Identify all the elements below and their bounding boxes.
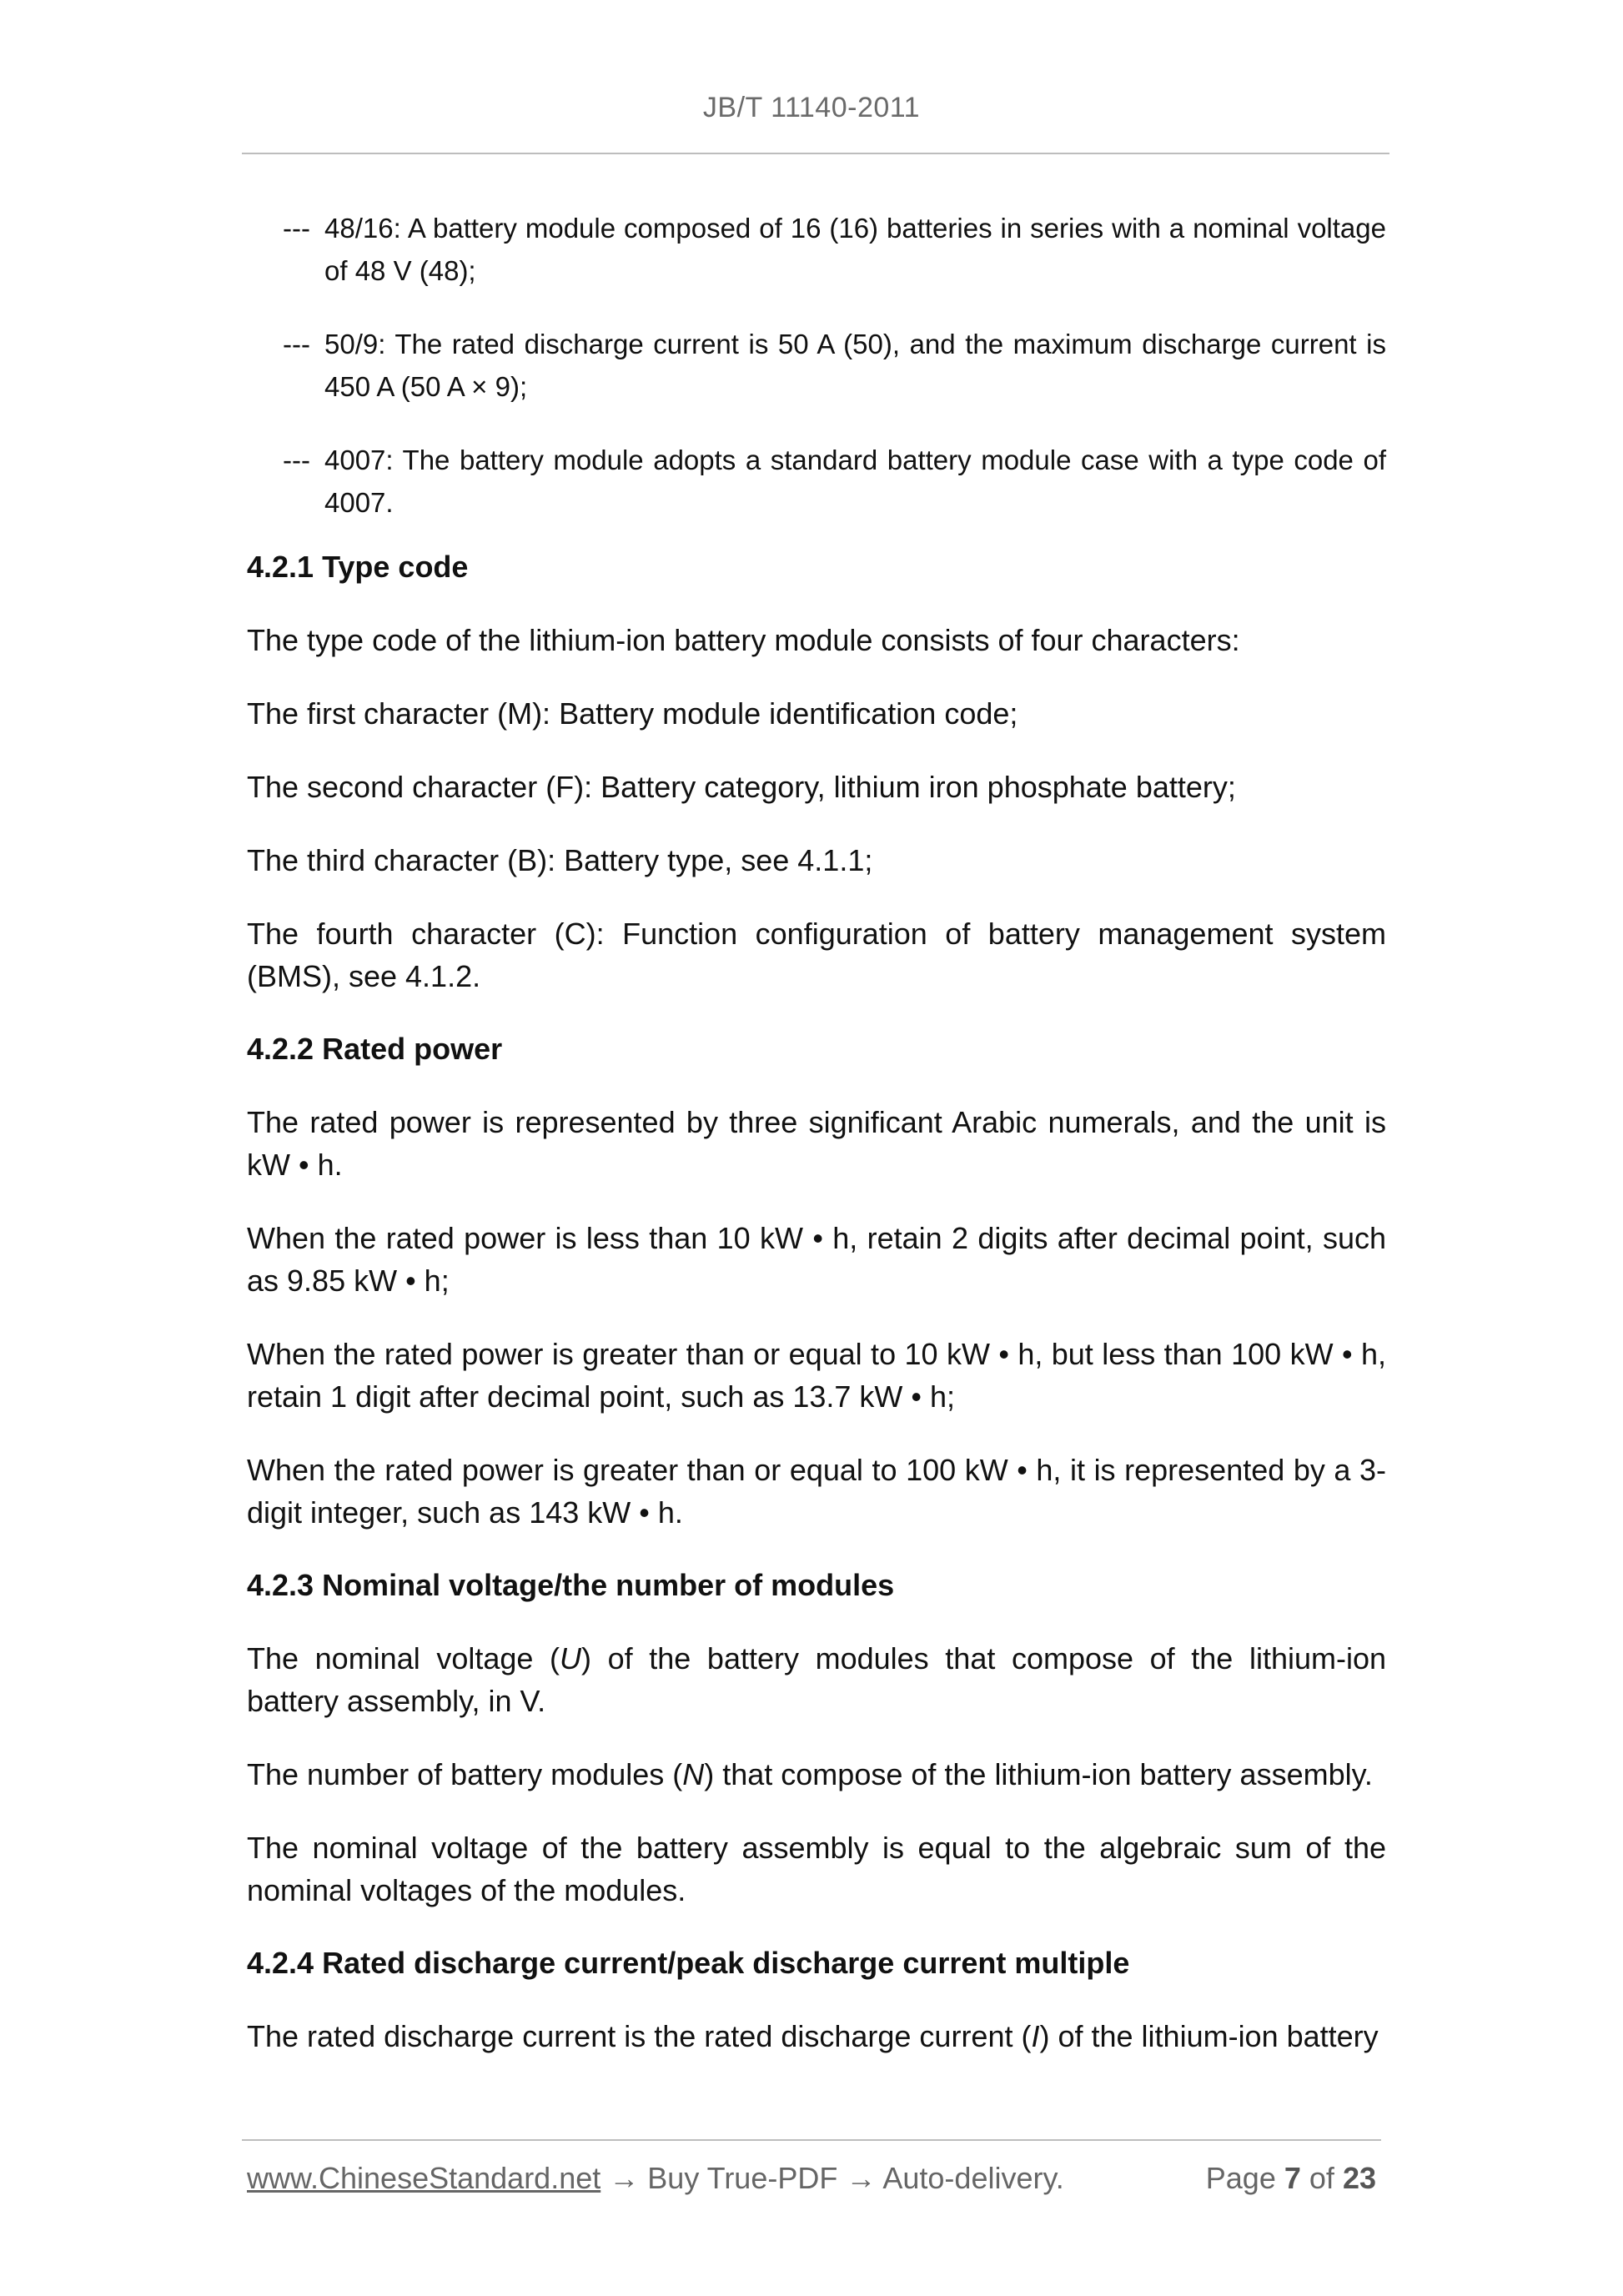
text-run: The number of battery modules ( (247, 1757, 683, 1791)
page-total: 23 (1342, 2161, 1376, 2195)
list-item (247, 207, 1386, 292)
section-heading-4-2-4: 4.2.4 Rated discharge current/peak discharge current multiple (247, 1946, 1130, 1980)
of-label: of (1309, 2161, 1334, 2195)
page-content (247, 207, 1386, 2057)
bullet-dash: --- (283, 445, 310, 475)
text-run: ) of the lithium-ion battery (1039, 2019, 1379, 2053)
paragraph (247, 1753, 1386, 1796)
paragraph: The type code of the lithium-ion battery module consists of four characters: (247, 623, 1240, 657)
paragraph: The third character (B): Battery type, see 4.1.1; (247, 843, 873, 877)
paragraph: When the rated power is less than 10 kW • h, retain 2 digits after decimal point, such as 9.85 kW • h; (247, 1221, 1386, 1298)
section-heading-4-2-1: 4.2.1 Type code (247, 550, 469, 584)
buy-text: Buy True-PDF (647, 2161, 838, 2195)
bullet-dash: --- (283, 213, 310, 244)
bullet-text: 4007: The battery module adopts a standard battery module case with a type code of 4007. (324, 445, 1386, 518)
bullet-text: 48/16: A battery module composed of 16 (16) batteries in series with a nominal voltage of 48 V (48); (324, 213, 1386, 286)
auto-delivery-text: Auto-delivery. (882, 2161, 1064, 2195)
paragraph: When the rated power is greater than or equal to 10 kW • h, but less than 100 kW • h, retain 1 digit after decimal point, such as 13.7 kW • h; (247, 1337, 1386, 1414)
list-item (247, 323, 1386, 408)
text-run: The rated discharge current is the rated discharge current ( (247, 2019, 1032, 2053)
paragraph: When the rated power is greater than or equal to 100 kW • h, it is represented by a 3-digit integer, such as 143 kW • h. (247, 1453, 1386, 1530)
symbol-i: I (1031, 2019, 1040, 2053)
paragraph: The first character (M): Battery module identification code; (247, 696, 1018, 731)
header-divider (242, 153, 1389, 154)
list-item (247, 439, 1386, 524)
paragraph: The fourth character (C): Function configuration of battery management system (BMS), see 4.1.2. (247, 917, 1386, 993)
text-run: ) that compose of the lithium-ion battery assembly. (704, 1757, 1373, 1791)
paragraph: The second character (F): Battery category, lithium iron phosphate battery; (247, 770, 1236, 804)
paragraph (247, 1637, 1386, 1722)
symbol-n: N (682, 1757, 705, 1791)
document-header: JB/T 11140-2011 (702, 92, 921, 123)
arrow-right-icon: → (609, 2161, 640, 2195)
footer-promo (247, 2161, 1064, 2196)
footer-divider (242, 2139, 1381, 2141)
text-run: ) of the battery modules that compose of the lithium-ion battery assembly, in V. (247, 1641, 1386, 1718)
arrow-right-icon: → (846, 2161, 877, 2195)
paragraph: The nominal voltage of the battery assembly is equal to the algebraic sum of the nominal voltages of the modules. (247, 1831, 1386, 1907)
page-label: Page (1205, 2161, 1276, 2195)
page-current: 7 (1284, 2161, 1301, 2195)
bullet-dash: --- (283, 329, 310, 359)
paragraph: The rated power is represented by three significant Arabic numerals, and the unit is kW • h. (247, 1105, 1386, 1182)
section-heading-4-2-2: 4.2.2 Rated power (247, 1032, 503, 1066)
text-run: The nominal voltage ( (247, 1641, 560, 1676)
symbol-u: U (560, 1641, 582, 1676)
paragraph (247, 2015, 1386, 2057)
page-number (1206, 2161, 1376, 2196)
bullet-text: 50/9: The rated discharge current is 50 A (50), and the maximum discharge current is 450 A (50 A × 9); (324, 329, 1386, 402)
section-heading-4-2-3: 4.2.3 Nominal voltage/the number of modules (247, 1568, 895, 1602)
website-link[interactable]: www.ChineseStandard.net (247, 2161, 601, 2195)
